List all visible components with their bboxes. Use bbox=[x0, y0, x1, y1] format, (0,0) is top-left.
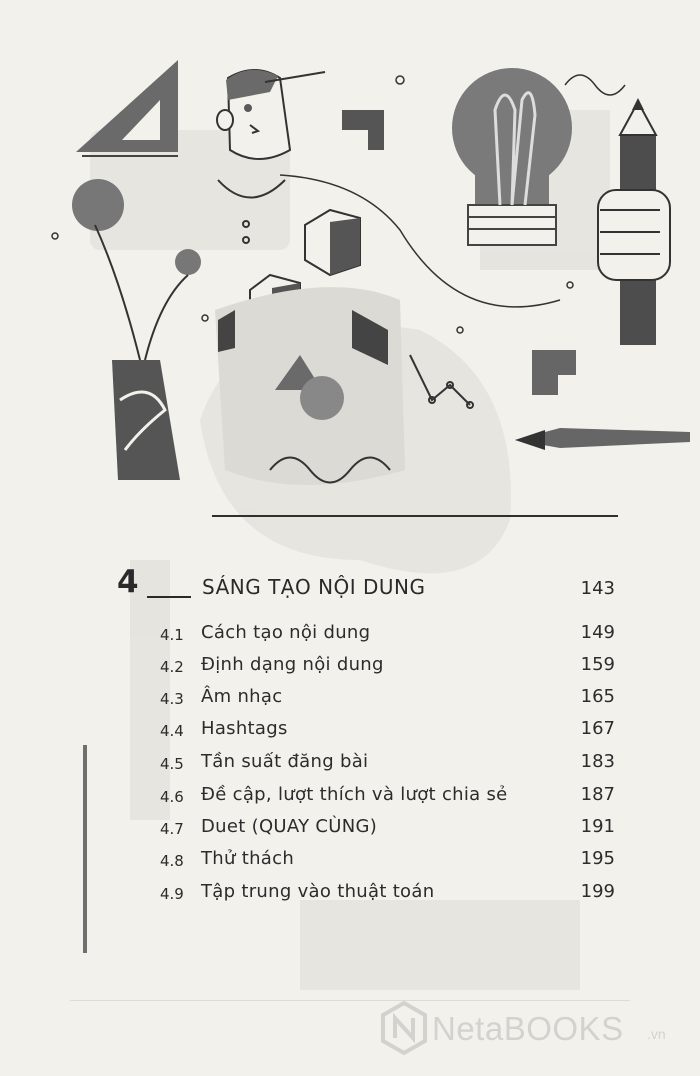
toc-entry-number: 4.6 bbox=[160, 788, 184, 806]
toc-entry[interactable] bbox=[0, 881, 700, 911]
chapter-dash bbox=[147, 596, 191, 598]
set-square-icon bbox=[76, 60, 178, 156]
netabooks-logo-icon bbox=[380, 1000, 428, 1056]
toc-entry[interactable] bbox=[0, 654, 700, 684]
toc-entry-page: 199 bbox=[580, 881, 615, 902]
toc-entry-number: 4.1 bbox=[160, 626, 184, 644]
toc-entry-number: 4.3 bbox=[160, 690, 184, 708]
shapes-canvas-icon bbox=[215, 287, 405, 485]
toc-entry[interactable] bbox=[0, 751, 700, 781]
watermark-brand: NetaBOOKS bbox=[432, 1010, 624, 1047]
chapter-page-number: 143 bbox=[580, 578, 615, 599]
toc-entry-page: 159 bbox=[580, 654, 615, 675]
toc-entry[interactable] bbox=[0, 816, 700, 846]
chapter-illustration bbox=[0, 0, 700, 530]
toc-entry-title: Đề cập, lượt thích và lượt chia sẻ bbox=[201, 784, 508, 805]
toc-entry-page: 183 bbox=[580, 751, 615, 772]
netabooks-watermark bbox=[380, 1000, 680, 1056]
squiggle-line bbox=[565, 75, 625, 95]
toc-entry-number: 4.4 bbox=[160, 722, 184, 740]
toc-entry[interactable] bbox=[0, 686, 700, 716]
lightbulb-icon bbox=[452, 68, 572, 245]
toc-entry-number: 4.9 bbox=[160, 885, 184, 903]
toc-entry-title: Định dạng nội dung bbox=[201, 654, 384, 675]
toc-entry[interactable] bbox=[0, 784, 700, 814]
toc-entry-title: Âm nhạc bbox=[201, 686, 283, 707]
toc-entry[interactable] bbox=[0, 718, 700, 748]
toc-entry-number: 4.7 bbox=[160, 820, 184, 838]
toc-entry-title: Tần suất đăng bài bbox=[201, 751, 369, 772]
toc-entry-page: 167 bbox=[580, 718, 615, 739]
fountain-pen-icon bbox=[515, 428, 690, 450]
pencil-in-hand-icon bbox=[598, 98, 670, 345]
grey-tab-icon bbox=[532, 350, 576, 395]
toc-entry-page: 165 bbox=[580, 686, 615, 707]
toc-entry-number: 4.2 bbox=[160, 658, 184, 676]
toc-entry-title: Thử thách bbox=[201, 848, 295, 869]
character-head-icon bbox=[217, 70, 325, 243]
chapter-title: SÁNG TẠO NỘI DUNG bbox=[202, 575, 426, 599]
graph-nodes-icon bbox=[410, 355, 473, 408]
toc-entry-title: Cách tạo nội dung bbox=[201, 622, 371, 643]
toc-entry-page: 187 bbox=[580, 784, 615, 805]
toc-entry-number: 4.5 bbox=[160, 755, 184, 773]
toc-entry-title: Tập trung vào thuật toán bbox=[201, 881, 435, 902]
toc-entry-number: 4.8 bbox=[160, 852, 184, 870]
toc-entry-title: Hashtags bbox=[201, 718, 288, 739]
flower-vase-icon bbox=[72, 179, 201, 480]
grey-tab-icon bbox=[342, 110, 384, 150]
toc-entry-title: Duet (QUAY CÙNG) bbox=[201, 816, 378, 837]
watermark-suffix: .vn bbox=[647, 1026, 666, 1042]
toc-entry-page: 149 bbox=[580, 622, 615, 643]
toc-entry-page: 195 bbox=[580, 848, 615, 869]
chapter-number: 4 bbox=[117, 564, 139, 600]
toc-entry[interactable] bbox=[0, 848, 700, 878]
toc-entry[interactable] bbox=[0, 622, 700, 652]
toc-entry-page: 191 bbox=[580, 816, 615, 837]
illustration-divider bbox=[212, 515, 618, 517]
